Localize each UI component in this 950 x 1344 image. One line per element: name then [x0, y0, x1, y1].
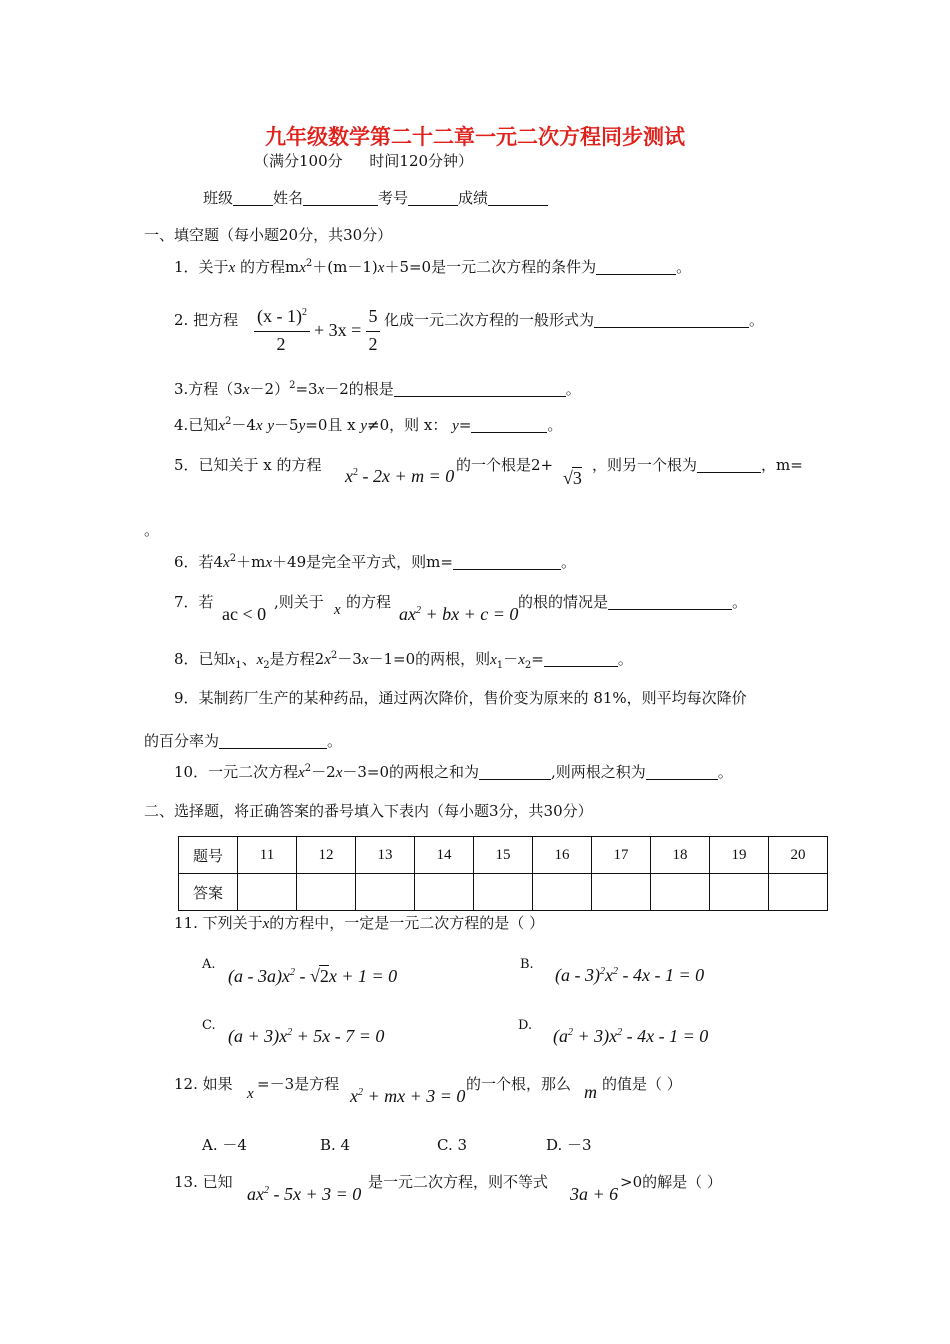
q2-answer-blank[interactable] [594, 311, 749, 328]
q7-mid2: 的方程 [346, 593, 392, 611]
q1-var2: x [299, 260, 306, 276]
optA-1: (a - 3a)x [228, 966, 290, 986]
q6-var2: x [265, 555, 273, 571]
q6-pre: 6．若4 [174, 553, 224, 571]
question-12-label: 12. 如果 [174, 1075, 233, 1093]
optB-exp: 2 [599, 966, 605, 977]
q4-text: －4 [231, 416, 256, 434]
q8-var2: x [256, 652, 264, 668]
table-cell-answer-label: 答案 [179, 874, 238, 911]
question-1 [174, 257, 691, 278]
q5-post2: ，则另一个根为 [592, 456, 698, 474]
q10-var: x [298, 765, 305, 781]
table-cell: 15 [474, 837, 533, 874]
question-5-rest [592, 455, 803, 475]
q10-sum-blank[interactable] [479, 763, 551, 780]
table-cell: 12 [297, 837, 356, 874]
q5-eq-text: - 2x + m = 0 [362, 466, 455, 486]
q3-mid: －2） [249, 380, 290, 398]
q7-condition: ac < 0 [222, 604, 267, 624]
q1-var: x [228, 260, 236, 276]
q12-var: x [247, 1086, 254, 1102]
answer-cell[interactable] [533, 874, 592, 911]
optD-1: (a [553, 1026, 568, 1046]
q8-sub4: 2 [524, 660, 532, 671]
table-row-numbers [179, 837, 828, 874]
q2-rhs-denominator: 2 [368, 334, 378, 354]
q12-mid: =－3是方程 [257, 1075, 340, 1093]
q8-sub3: 1 [496, 660, 504, 671]
number-blank[interactable] [408, 189, 458, 206]
optA-root: 2 [319, 966, 329, 986]
answer-cell[interactable] [651, 874, 710, 911]
q4-pre: 4.已知 [174, 416, 219, 434]
question-7-rest [518, 592, 747, 612]
q12-option-c[interactable]: C. 3 [437, 1136, 468, 1154]
answer-cell[interactable] [415, 874, 474, 911]
table-cell: 14 [415, 837, 474, 874]
q10-mid3: ,则两根之积为 [551, 763, 646, 781]
q2-num-exp: 2 [301, 307, 307, 318]
q8-mid: 是方程2 [269, 650, 325, 668]
q10-end: 。 [717, 763, 733, 781]
q12-option-d[interactable]: D. －3 [546, 1136, 592, 1154]
q11-option-a[interactable] [228, 965, 397, 986]
q4-var3: y [267, 418, 275, 434]
q8-sep: 、 [241, 650, 257, 668]
sqrt-symbol-icon: √ [309, 966, 320, 986]
q7-eq-rest: + bx + c = 0 [425, 604, 519, 624]
optD-3: - 4x - 1 = 0 [626, 1026, 709, 1046]
q7-end: 。 [732, 593, 748, 611]
q8-var4: x [361, 652, 369, 668]
q1-exp: 2 [305, 258, 313, 269]
q2-num-text: (x - 1) [257, 306, 302, 326]
q2-denominator: 2 [276, 334, 286, 354]
q5-equation [345, 466, 454, 486]
q4-answer-blank[interactable] [471, 416, 547, 433]
q7-exp: 2 [416, 605, 421, 616]
question-2-label: 2. 把方程 [174, 311, 239, 329]
q2-rhs-fraction-bar [366, 331, 380, 332]
q13-equation [247, 1184, 361, 1204]
score-blank[interactable] [488, 189, 548, 206]
q11-option-b[interactable] [555, 965, 704, 985]
optC-1: (a + 3)x [228, 1026, 288, 1046]
q8-minus: － [503, 650, 519, 668]
optA-2: - [299, 966, 310, 986]
q10-post: －3=0的两根之和为 [342, 763, 480, 781]
class-label: 班级 [203, 189, 234, 207]
q5-trailing-period: 。 [144, 521, 160, 539]
q11-option-b-label: B. [520, 957, 534, 972]
question-5-label: 5．已知关于 x 的方程 [174, 456, 322, 474]
q13-eq-rest: - 5x + 3 = 0 [273, 1184, 362, 1204]
q11-var: x [262, 916, 270, 932]
q13-eq-ax: ax [247, 1184, 264, 1204]
q12-option-a[interactable]: A. －4 [202, 1136, 247, 1154]
answer-cell[interactable] [769, 874, 828, 911]
q4-var4: y [298, 418, 306, 434]
q10-exp: 2 [304, 763, 312, 774]
q7-ax: ax [399, 604, 416, 624]
question-10 [174, 762, 733, 783]
optC-exp: 2 [287, 1027, 293, 1038]
q12-m-var: m [584, 1082, 597, 1102]
question-11 [174, 913, 544, 934]
q3-answer-blank[interactable] [394, 380, 566, 397]
q12-eq-rest: + mx + 3 = 0 [367, 1086, 466, 1106]
q2-rhs-numerator: 5 [368, 306, 378, 326]
q7-post: 的根的情况是 [518, 593, 609, 611]
q3-mid2: =3 [295, 380, 318, 398]
optB-exp2: 2 [612, 966, 618, 977]
name-label: 姓名 [273, 189, 304, 207]
q11-option-d-label: D. [518, 1018, 533, 1033]
answer-cell[interactable] [710, 874, 769, 911]
document-title: 九年级数学第二十二章一元二次方程同步测试 [265, 124, 685, 149]
optB-2: x [604, 965, 613, 985]
table-cell: 20 [769, 837, 828, 874]
q8-sub1: 1 [235, 660, 242, 671]
q1-answer-blank[interactable] [596, 258, 676, 275]
optD-2: + 3)x [577, 1026, 618, 1046]
q4-text4: ≠0，则 x： [367, 416, 448, 434]
q9-line2-text: 的百分率为 [144, 732, 220, 750]
subtitle-text: （满分100分 时间120分钟） [254, 152, 474, 170]
question-6 [174, 552, 576, 573]
q11-option-d[interactable] [553, 1026, 708, 1046]
q6-post: ＋49是完全平方式，则m= [272, 553, 453, 571]
table-cell: 11 [238, 837, 297, 874]
q8-var3: x [324, 652, 331, 668]
score-label: 成绩 [458, 189, 489, 207]
table-cell: 19 [710, 837, 769, 874]
q1-mid: 的方程m [240, 258, 300, 276]
q5-exp: 2 [353, 467, 358, 478]
q6-answer-blank[interactable] [453, 553, 561, 570]
section1-heading: 一、填空题（每小题20分，共30分） [144, 226, 393, 244]
q3-var: x [242, 382, 250, 398]
q5-end: ，m= [761, 456, 803, 474]
q2-numerator [252, 306, 312, 327]
question-2 [384, 310, 764, 330]
answer-cell[interactable] [297, 874, 356, 911]
q11-post: 的方程中，一定是一元二次方程的是（ ） [269, 914, 545, 932]
q4-end: 。 [547, 416, 563, 434]
q4-var5: y [360, 418, 368, 434]
optC-2: + 5x - 7 = 0 [296, 1026, 385, 1046]
q8-post: －1=0的两根，则 [368, 650, 491, 668]
q13-exp: 2 [264, 1185, 269, 1196]
q2-post: 化成一元二次方程的一般形式为 [384, 311, 595, 329]
answer-cell[interactable] [474, 874, 533, 911]
sqrt-symbol-icon: √ [563, 468, 573, 488]
q5-sqrt [563, 467, 582, 488]
q7-equation [399, 604, 518, 624]
q6-mid: ＋m [236, 553, 266, 571]
number-label: 考号 [378, 189, 409, 207]
q12-equation [350, 1086, 465, 1106]
answer-cell[interactable] [238, 874, 297, 911]
student-info-line [203, 188, 548, 208]
q12-post: 的一个根，那么 [466, 1075, 572, 1093]
q3-exp: 2 [289, 380, 296, 391]
q12-exp: 2 [358, 1087, 363, 1098]
answer-cell[interactable] [592, 874, 651, 911]
q8-end: 。 [617, 650, 633, 668]
answer-cell[interactable] [356, 874, 415, 911]
q4-var2: x [255, 418, 263, 434]
q4-text3: =0且 x [305, 416, 356, 434]
q6-end: 。 [560, 553, 576, 571]
section2-heading: 二、选择题，将正确答案的番号填入下表内（每小题3分，共30分） [144, 802, 593, 820]
q1-post: ＋5=0是一元二次方程的条件为 [384, 258, 597, 276]
q8-pre: 8．已知 [174, 650, 229, 668]
q2-end: 。 [749, 311, 765, 329]
q10-var2: x [335, 765, 343, 781]
q8-var6: x [518, 652, 525, 668]
question-13-label: 13. 已知 [174, 1173, 233, 1191]
question-7-label: 7．若 [174, 593, 214, 611]
q8-answer-blank[interactable] [544, 650, 618, 667]
q1-var3: x [377, 260, 385, 276]
optA-exp: 2 [289, 967, 295, 978]
optB-1: (a - 3) [555, 965, 600, 985]
q12-eq-x: x [350, 1086, 358, 1106]
question-8 [174, 649, 633, 670]
q3-var2: x [317, 382, 325, 398]
document-subtitle [254, 151, 473, 171]
q4-var6: y [452, 418, 459, 434]
q11-option-a-label: A. [202, 957, 216, 972]
q11-pre: 11. 下列关于 [174, 914, 263, 932]
q4-text5: = [458, 416, 472, 434]
question-9-line1: 9．某制药厂生产的某种药品，通过两次降价，售价变为原来的 81%，则平均每次降价 [174, 689, 747, 707]
q7-var: x [334, 602, 341, 618]
answer-table [178, 836, 828, 911]
q4-var: x [218, 418, 225, 434]
question-4 [174, 415, 562, 436]
q5-sqrt-value: 3 [572, 468, 582, 488]
table-cell: 18 [651, 837, 710, 874]
question-9-line2 [144, 731, 342, 751]
q12-option-b[interactable]: B. 4 [320, 1136, 351, 1154]
q5-var: x [345, 466, 353, 486]
class-blank[interactable] [233, 189, 273, 206]
q13-post: >0的解是（ ） [620, 1173, 722, 1191]
q4-exp: 2 [224, 416, 232, 427]
q10-mid: －2 [311, 763, 336, 781]
q2-middle: + 3x = [314, 320, 362, 340]
q8-eq: = [531, 650, 544, 668]
table-cell: 13 [356, 837, 415, 874]
q13-inequality: 3a + 6 [570, 1184, 619, 1204]
question-3 [174, 379, 581, 400]
q3-end: 。 [565, 380, 581, 398]
optA-4: x + 1 = 0 [328, 966, 398, 986]
q8-exp: 2 [330, 650, 338, 661]
name-blank[interactable] [303, 189, 378, 206]
q8-var5: x [490, 652, 497, 668]
q1-mid2: ＋(m－1) [312, 258, 378, 276]
q3-post: －2的根是 [324, 380, 394, 398]
q9-answer-blank[interactable] [219, 732, 327, 749]
optB-3: - 4x - 1 = 0 [622, 965, 705, 985]
q8-mid2: －3 [337, 650, 362, 668]
q6-var: x [223, 555, 230, 571]
q12-end: 的值是（ ） [602, 1075, 682, 1093]
q2-fraction-bar [254, 331, 310, 332]
q10-product-blank[interactable] [646, 763, 718, 780]
q1-end: 。 [676, 258, 692, 276]
q6-exp: 2 [229, 553, 237, 564]
q10-pre: 10．一元二次方程 [174, 763, 299, 781]
q3-pre: 3.方程（3 [174, 380, 243, 398]
q11-option-c[interactable] [228, 1026, 384, 1046]
table-cell: 题号 [179, 837, 238, 874]
optD-exp2: 2 [617, 1027, 623, 1038]
table-cell: 17 [592, 837, 651, 874]
q8-var: x [228, 652, 236, 668]
q11-option-c-label: C. [202, 1018, 216, 1033]
q1-pre: 1．关于 [174, 258, 229, 276]
q8-sub2: 2 [263, 660, 270, 671]
optD-exp: 2 [568, 1027, 573, 1038]
q5-answer-blank[interactable] [697, 456, 761, 473]
q7-answer-blank[interactable] [608, 593, 732, 610]
q4-text2: －5 [274, 416, 299, 434]
q7-mid: ,则关于 [274, 593, 324, 611]
q9-end: 。 [327, 732, 343, 750]
q13-mid: 是一元二次方程，则不等式 [368, 1173, 549, 1191]
table-cell: 16 [533, 837, 592, 874]
q5-root-text: 的一个根是2+ [456, 456, 554, 474]
table-row-answers [179, 874, 828, 911]
